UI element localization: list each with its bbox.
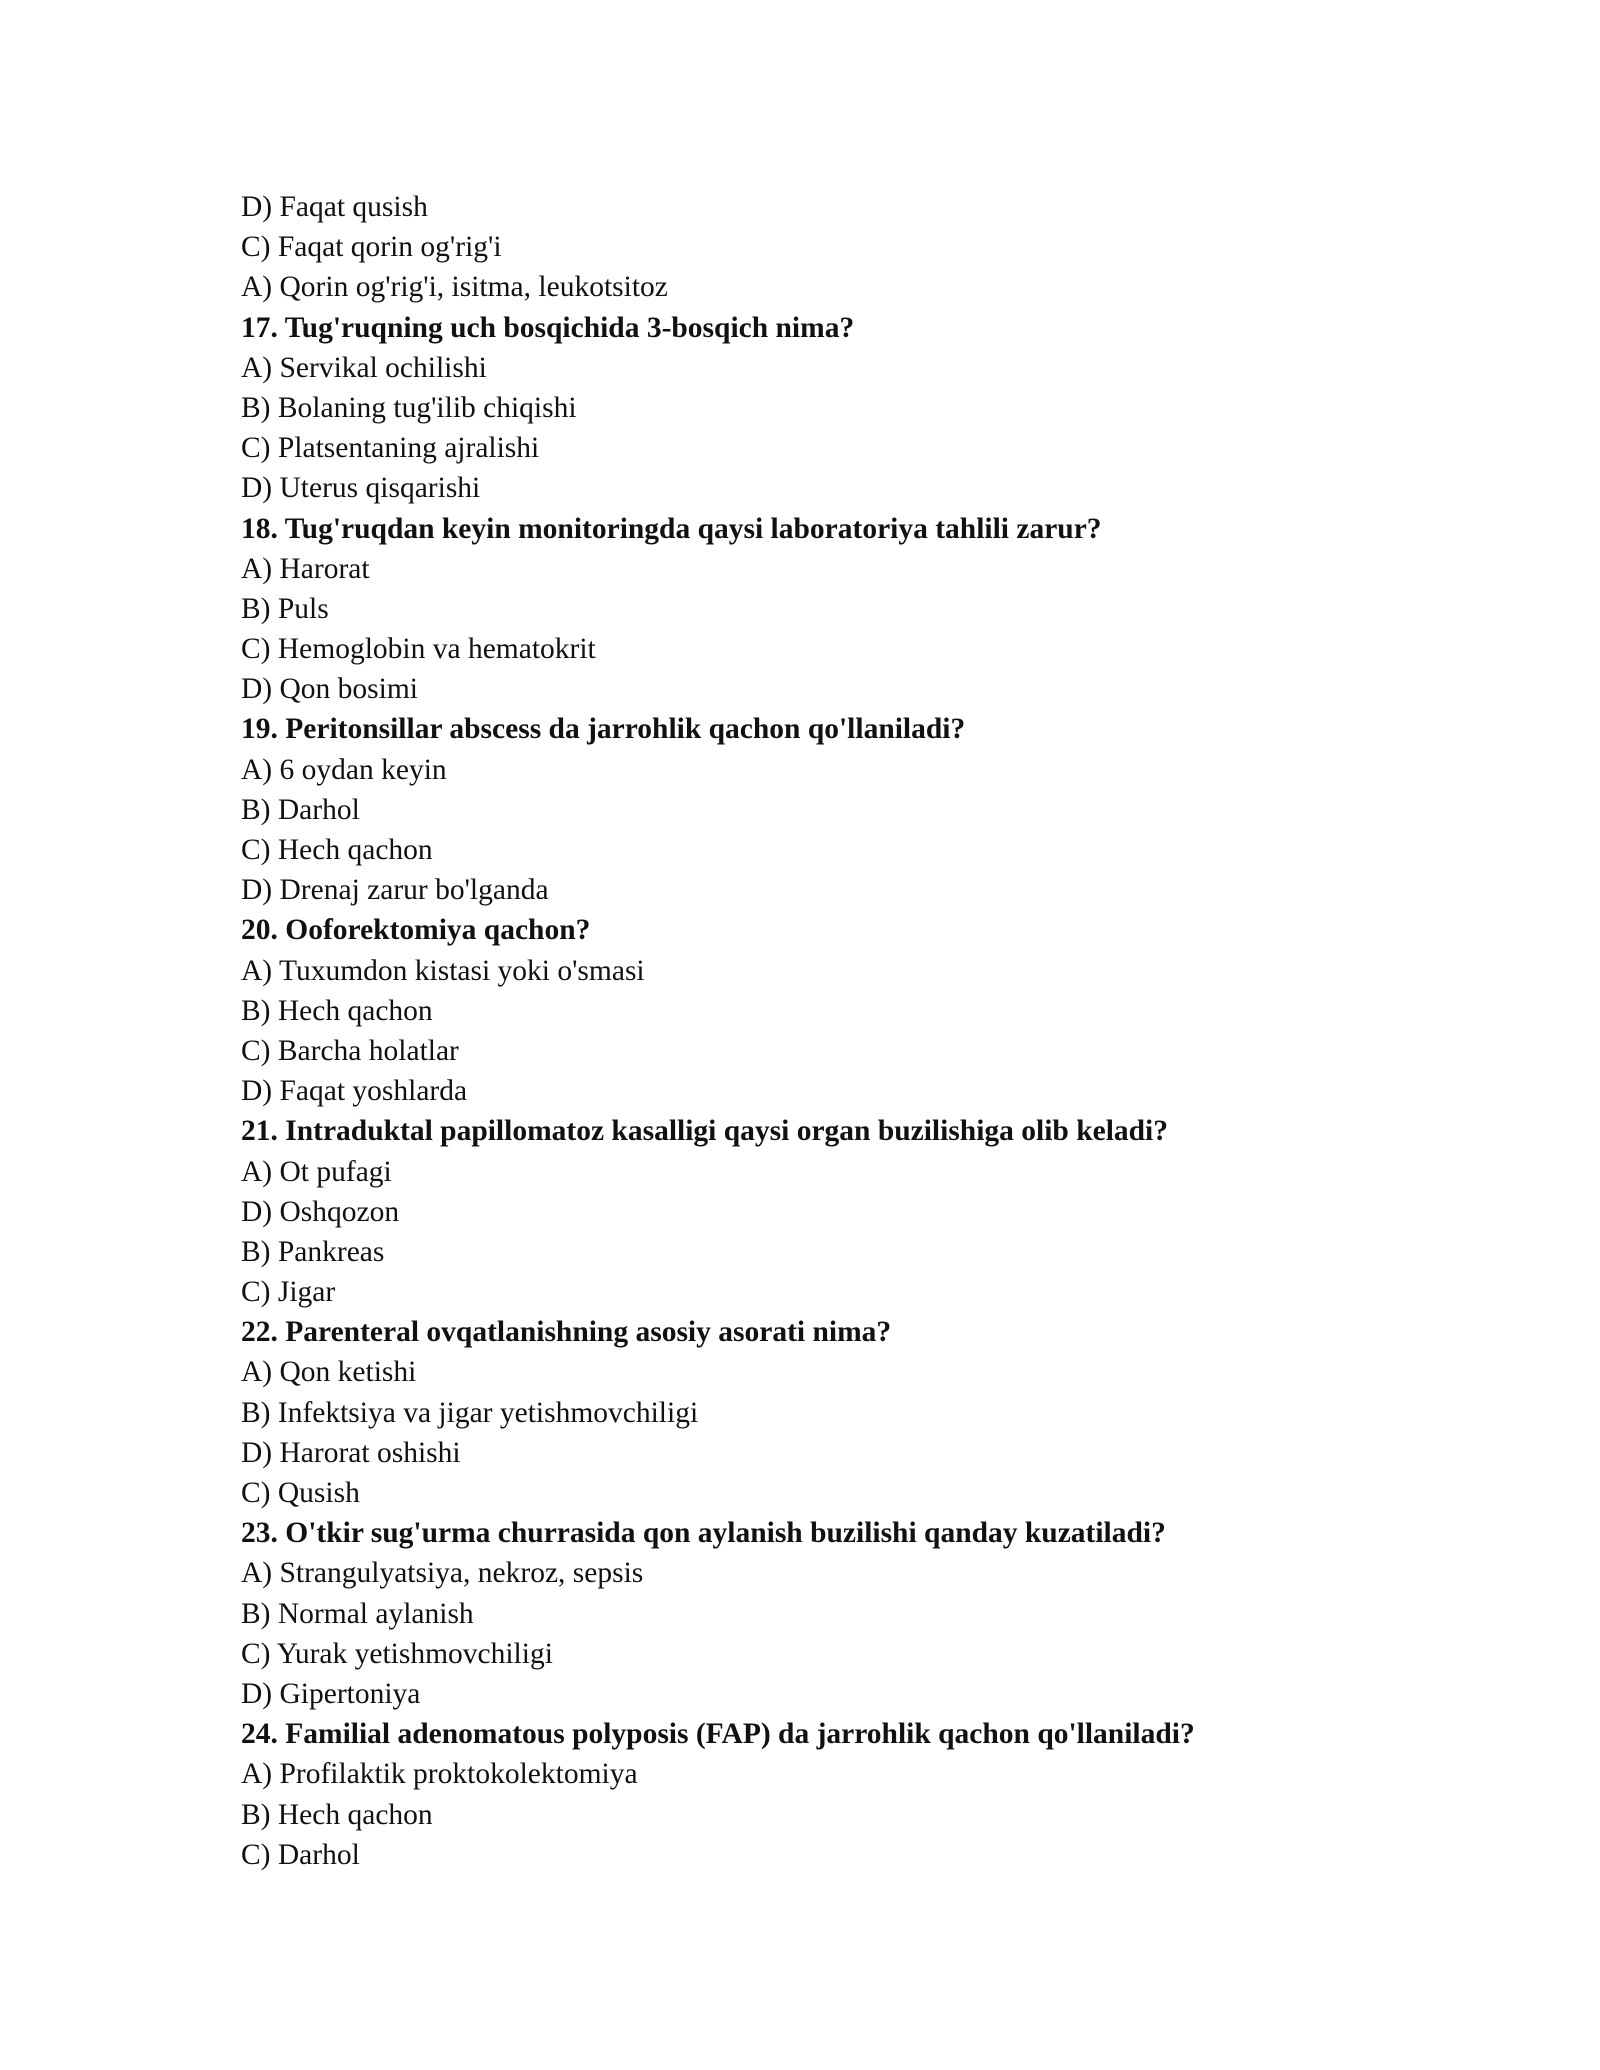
question-heading: 24. Familial adenomatous polyposis (FAP) da jarrohlik qachon qo'llaniladi?: [241, 1718, 1195, 1751]
answer-option: B) Puls: [241, 592, 329, 625]
answer-option: A) Profilaktik proktokolektomiya: [241, 1758, 638, 1791]
answer-option: B) Infektsiya va jigar yetishmovchiligi: [241, 1396, 699, 1429]
answer-option: C) Yurak yetishmovchiligi: [241, 1637, 553, 1670]
answer-option: C) Platsentaning ajralishi: [241, 432, 540, 465]
answer-option: A) Tuxumdon kistasi yoki o'smasi: [241, 954, 645, 987]
answer-option: B) Bolaning tug'ilib chiqishi: [241, 391, 577, 424]
answer-option: B) Pankreas: [241, 1235, 385, 1268]
answer-option: D) Qon bosimi: [241, 673, 418, 706]
answer-option: D) Faqat yoshlarda: [241, 1075, 468, 1108]
question-heading: 22. Parenteral ovqatlanishning asosiy asorati nima?: [241, 1316, 892, 1349]
answer-option: B) Hech qachon: [241, 994, 433, 1027]
answer-option: C) Barcha holatlar: [241, 1034, 459, 1067]
question-heading: 21. Intraduktal papillomatoz kasalligi qaysi organ buzilishiga olib keladi?: [241, 1115, 1168, 1148]
answer-option: D) Gipertoniya: [241, 1677, 421, 1710]
answer-option: A) Strangulyatsiya, nekroz, sepsis: [241, 1557, 644, 1590]
answer-option: A) Servikal ochilishi: [241, 351, 487, 384]
answer-option: A) Ot pufagi: [241, 1155, 392, 1188]
answer-option: C) Darhol: [241, 1838, 360, 1871]
answer-option: D) Drenaj zarur bo'lganda: [241, 874, 549, 907]
answer-option: C) Faqat qorin og'rig'i: [241, 231, 502, 264]
answer-option: A) Qorin og'rig'i, isitma, leukotsitoz: [241, 271, 668, 304]
answer-option: D) Uterus qisqarishi: [241, 472, 481, 505]
answer-option: D) Oshqozon: [241, 1195, 400, 1228]
answer-option: A) Harorat: [241, 552, 370, 585]
answer-option: A) Qon ketishi: [241, 1356, 417, 1389]
quiz-content: [241, 187, 1421, 1875]
answer-option: C) Jigar: [241, 1276, 336, 1309]
answer-option: A) 6 oydan keyin: [241, 753, 447, 786]
answer-option: C) Hech qachon: [241, 834, 433, 866]
question-heading: 23. O'tkir sug'urma churrasida qon aylanish buzilishi qanday kuzatiladi?: [241, 1517, 1166, 1550]
answer-option: C) Hemoglobin va hematokrit: [241, 633, 596, 666]
answer-option: B) Normal aylanish: [241, 1597, 474, 1630]
question-heading: 19. Peritonsillar abscess da jarrohlik qachon qo'llaniladi?: [241, 713, 966, 746]
answer-option: B) Hech qachon: [241, 1798, 433, 1831]
answer-option: B) Darhol: [241, 793, 360, 826]
answer-option: D) Faqat qusish: [241, 191, 428, 223]
question-heading: 20. Ooforektomiya qachon?: [241, 914, 591, 947]
question-heading: 17. Tug'ruqning uch bosqichida 3-bosqich nima?: [241, 311, 855, 344]
question-heading: 18. Tug'ruqdan keyin monitoringda qaysi laboratoriya tahlili zarur?: [241, 512, 1102, 545]
answer-option: D) Harorat oshishi: [241, 1436, 461, 1469]
answer-option: C) Qusish: [241, 1477, 360, 1509]
